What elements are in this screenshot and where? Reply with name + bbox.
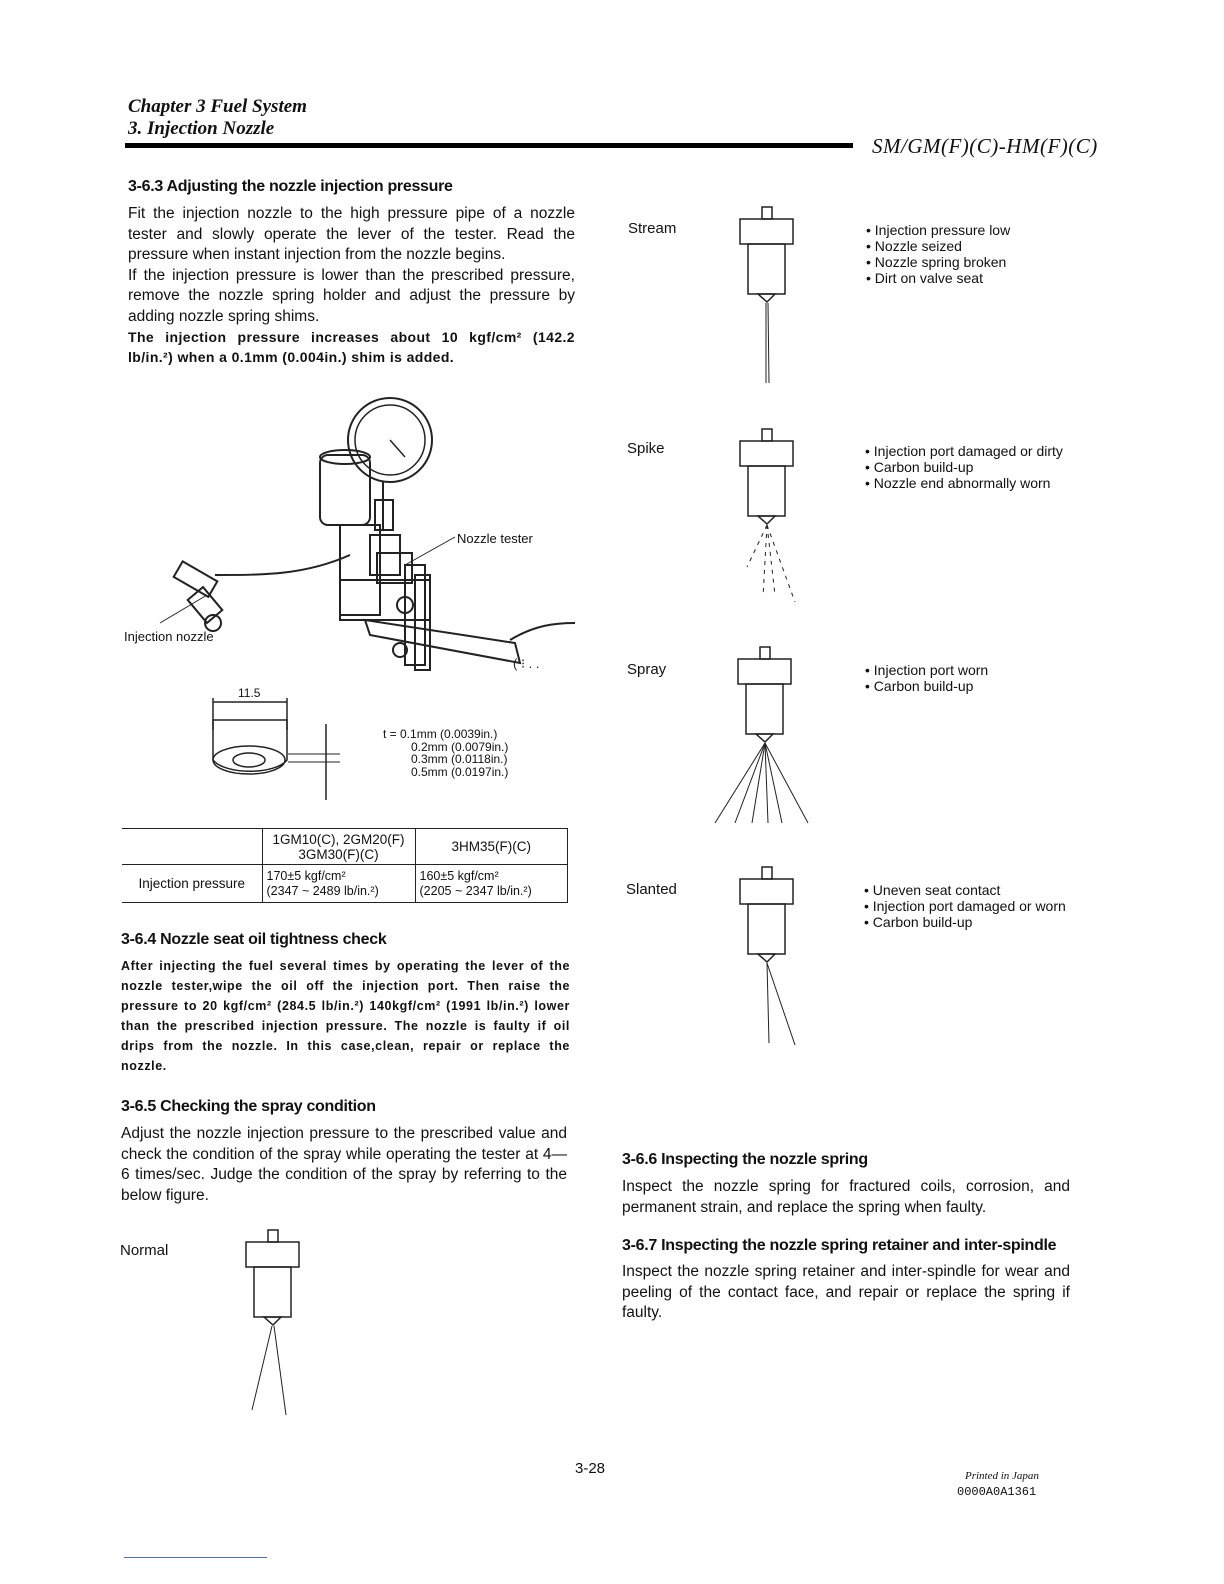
thickness-item: t = 0.1mm (0.0039in.) <box>383 727 498 741</box>
header-rule <box>125 143 853 148</box>
text-3-6-4: After injecting the fuel several times by operating the lever of the nozzle tester,wipe the oil off the injection port. Then raise the pressure to 20 kgf/cm² (284.5 lb/in.²) 140kgf/cm² (1991 lb/in.²) lower than the prescribed injection pressure. The nozzle is faulty if oil drips from the nozzle. In this case,clean, repair or replace the nozzle. <box>121 959 570 1073</box>
spike-spray-figure <box>735 427 815 607</box>
value-kgf: 170±5 kgf/cm² <box>266 868 346 883</box>
spray-spray-figure <box>700 645 820 825</box>
table-cell <box>415 865 568 903</box>
svg-text:( ⁝ . .: ( ⁝ . . <box>513 656 540 671</box>
thickness-item: 0.3mm (0.0118in.) <box>411 752 508 766</box>
value-kgf: 160±5 kgf/cm² <box>419 868 499 883</box>
slanted-causes <box>864 882 1066 930</box>
spray-causes <box>865 662 988 694</box>
text-3-6-5: Adjust the nozzle injection pressure to the prescribed value and check the condition of the spray while operating the tester at 4—6 times/sec. Judge the condition of the spray by referring to the below figure. <box>121 1125 567 1204</box>
shim-dimension-label: 11.5 <box>238 686 261 700</box>
cause-item: • Injection pressure low <box>866 222 1010 238</box>
nozzle-tester-label: Nozzle tester <box>457 531 533 546</box>
spray-label-stream: Stream <box>628 220 677 237</box>
table-header: 3HM35(F)(C) <box>415 829 568 865</box>
cause-item: • Nozzle seized <box>866 238 1010 254</box>
spray-label-spray: Spray <box>627 661 667 678</box>
chapter-title: Chapter 3 Fuel System <box>128 96 307 117</box>
heading-3-6-7: 3-6.7 Inspecting the nozzle spring retainer and inter-spindle <box>622 1237 1057 1254</box>
cause-item: • Carbon build-up <box>864 914 1066 930</box>
heading-3-6-4: 3-6.4 Nozzle seat oil tightness check <box>121 931 387 948</box>
page-number: 3-28 <box>575 1460 606 1477</box>
stream-spray-figure <box>735 205 805 385</box>
cause-item: • Injection port damaged or worn <box>864 898 1066 914</box>
spike-causes <box>865 443 1063 491</box>
thickness-item: 0.5mm (0.0197in.) <box>411 764 509 779</box>
cause-item: • Nozzle spring broken <box>866 254 1010 270</box>
text-3-6-3 <box>128 204 575 367</box>
model-designation: SM/GM(F)(C)-HM(F)(C) <box>872 134 1098 158</box>
table-cell <box>262 865 415 903</box>
text-3-6-6: Inspect the nozzle spring for fractured coils, corrosion, and permanent strain, and replace the spring when faulty. <box>622 1178 1070 1216</box>
normal-label: Normal <box>120 1242 169 1259</box>
cause-item: • Injection port damaged or dirty <box>865 443 1063 459</box>
thickness-item: 0.2mm (0.0079in.) <box>411 739 509 754</box>
paragraph-bold: The injection pressure increases about 10 kgf/cm² (142.2 lb/in.²) when a 0.1mm (0.004in.) shim is added. <box>128 329 575 365</box>
footer-link-line <box>124 1557 267 1558</box>
document-code: 0000A0A1361 <box>957 1485 1037 1499</box>
section-title: 3. Injection Nozzle <box>128 118 275 139</box>
cause-item: • Carbon build-up <box>865 678 988 694</box>
spray-label-slanted: Slanted <box>626 881 677 898</box>
shim-diagram <box>200 690 340 800</box>
printed-in: Printed in Japan <box>965 1470 1039 1482</box>
paragraph: If the injection pressure is lower than the prescribed pressure, remove the nozzle spring holder and adjust the pressure by adding nozzle spring shims. <box>128 266 575 325</box>
cause-item: • Carbon build-up <box>865 459 1063 475</box>
heading-3-6-5: 3-6.5 Checking the spray condition <box>121 1098 376 1115</box>
heading-3-6-6: 3-6.6 Inspecting the nozzle spring <box>622 1151 868 1168</box>
shim-thickness-list <box>383 728 508 778</box>
table-corner <box>122 829 262 865</box>
cause-item: • Nozzle end abnormally worn <box>865 475 1063 491</box>
value-lb: (2347 ~ 2489 lb/in.²) <box>266 883 379 898</box>
spray-label-spike: Spike <box>627 440 665 457</box>
normal-spray-figure <box>240 1230 310 1425</box>
stream-causes <box>866 222 1010 286</box>
injection-pressure-table <box>122 828 568 903</box>
table-header: 1GM10(C), 2GM20(F) 3GM30(F)(C) <box>262 829 415 865</box>
table-row-label: Injection pressure <box>122 865 262 903</box>
injection-nozzle-label: Injection nozzle <box>124 629 214 644</box>
slanted-spray-figure <box>735 865 815 1050</box>
heading-3-6-3: 3-6.3 Adjusting the nozzle injection pressure <box>128 178 453 195</box>
text-3-6-7: Inspect the nozzle spring retainer and inter-spindle for wear and peeling of the contact face, and repair or replace the spring if faulty. <box>622 1263 1070 1321</box>
cause-item: • Dirt on valve seat <box>866 270 1010 286</box>
paragraph: Fit the injection nozzle to the high pressure pipe of a nozzle tester and slowly operate the lever of the tester. Read the pressure when instant injection from the nozzle begins. <box>128 205 575 263</box>
cause-item: • Uneven seat contact <box>864 882 1066 898</box>
cause-item: • Injection port worn <box>865 662 988 678</box>
value-lb: (2205 ~ 2347 lb/in.²) <box>419 883 532 898</box>
